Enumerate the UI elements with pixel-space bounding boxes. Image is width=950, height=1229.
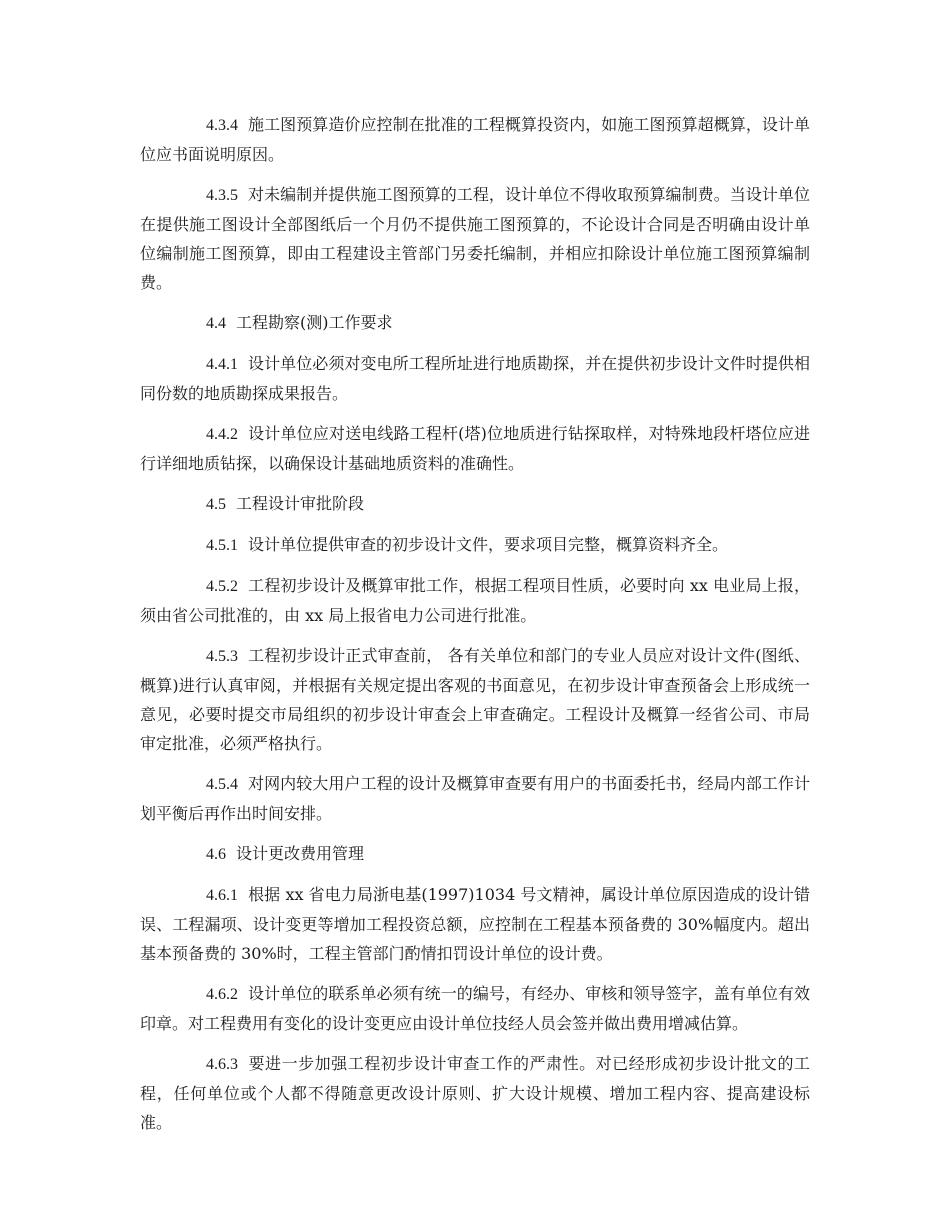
paragraph-4-4-1	[140, 349, 810, 408]
clause-number: 4.6.3	[206, 1056, 238, 1073]
clause-text: 施工图预算造价应控制在批准的工程概算投资内，如施工图预算超概算，设计单位应书面说明原因。	[140, 115, 810, 164]
section-heading-4-5	[140, 489, 810, 519]
paragraph-4-4-2	[140, 419, 810, 478]
section-heading-4-6	[140, 839, 810, 869]
clause-text: 对网内较大用户工程的设计及概算审查要有用户的书面委托书，经局内部工作计划平衡后再作出时间安排。	[140, 774, 810, 823]
paragraph-4-6-1	[140, 880, 810, 968]
paragraph-4-3-4	[140, 110, 810, 169]
clause-text: 根据 xx 省电力局浙电基(1997)1034 号文精神，属设计单位原因造成的设计错误、工程漏项、设计变更等增加工程投资总额，应控制在工程基本预备费的 30%幅度内。超出基本预备费的 30%时，工程主管部门酌情扣罚设计单位的设计费。	[140, 885, 810, 963]
clause-text: 要进一步加强工程初步设计审查工作的严肃性。对已经形成初步设计批文的工程，任何单位或个人都不得随意更改设计原则、扩大设计规模、增加工程内容、提高建设标准。	[140, 1054, 810, 1132]
clause-text: 设计单位应对送电线路工程杆(塔)位地质进行钻探取样，对特殊地段杆塔位应进行详细地质钻探，以确保设计基础地质资料的准确性。	[140, 424, 810, 473]
clause-number: 4.3.5	[206, 187, 238, 204]
clause-number: 4.5.3	[206, 648, 238, 665]
document-page	[140, 110, 810, 1148]
clause-number: 4.3.4	[206, 117, 238, 134]
paragraph-4-5-2	[140, 571, 810, 630]
clause-text: 工程初步设计及概算审批工作，根据工程项目性质，必要时向 xx 电业局上报，须由省公司批准的，由 xx 局上报省电力公司进行批准。	[140, 576, 810, 625]
paragraph-4-5-4	[140, 769, 810, 828]
section-title: 工程勘察(测)工作要求	[236, 313, 393, 332]
clause-number: 4.5.1	[206, 537, 238, 554]
clause-text: 工程初步设计正式审查前， 各有关单位和部门的专业人员应对设计文件(图纸、概算)进行认真审阅，并根据有关规定提出客观的书面意见，在初步设计审查预备会上形成统一意见，必要时提交市局组织的初步设计审查会上审查确定。工程设计及概算一经省公司、市局审定批准，必须严格执行。	[140, 646, 810, 753]
clause-text: 设计单位提供审查的初步设计文件，要求项目完整，概算资料齐全。	[248, 535, 729, 554]
section-title: 工程设计审批阶段	[236, 494, 365, 513]
clause-number: 4.4.1	[206, 356, 238, 373]
paragraph-4-3-5	[140, 180, 810, 297]
section-heading-4-4	[140, 308, 810, 338]
paragraph-4-6-3	[140, 1049, 810, 1137]
section-number: 4.4	[206, 315, 226, 332]
clause-text: 设计单位的联系单必须有统一的编号，有经办、审核和领导签字，盖有单位有效印章。对工程费用有变化的设计变更应由设计单位技经人员会签并做出费用增减估算。	[140, 984, 810, 1033]
section-title: 设计更改费用管理	[236, 844, 365, 863]
section-number: 4.6	[206, 846, 226, 863]
clause-text: 对未编制并提供施工图预算的工程，设计单位不得收取预算编制费。当设计单位在提供施工图设计全部图纸后一个月仍不提供施工图预算的，不论设计合同是否明确由设计单位编制施工图预算，即由工程建设主管部门另委托编制，并相应扣除设计单位施工图预算编制费。	[140, 185, 810, 292]
clause-text: 设计单位必须对变电所工程所址进行地质勘探，并在提供初步设计文件时提供相同份数的地质勘探成果报告。	[140, 354, 810, 403]
section-number: 4.5	[206, 496, 226, 513]
clause-number: 4.6.2	[206, 986, 238, 1003]
clause-number: 4.5.2	[206, 578, 238, 595]
clause-number: 4.6.1	[206, 887, 238, 904]
paragraph-4-5-3	[140, 641, 810, 758]
paragraph-4-5-1	[140, 530, 810, 560]
clause-number: 4.4.2	[206, 426, 238, 443]
clause-number: 4.5.4	[206, 776, 238, 793]
paragraph-4-6-2	[140, 979, 810, 1038]
